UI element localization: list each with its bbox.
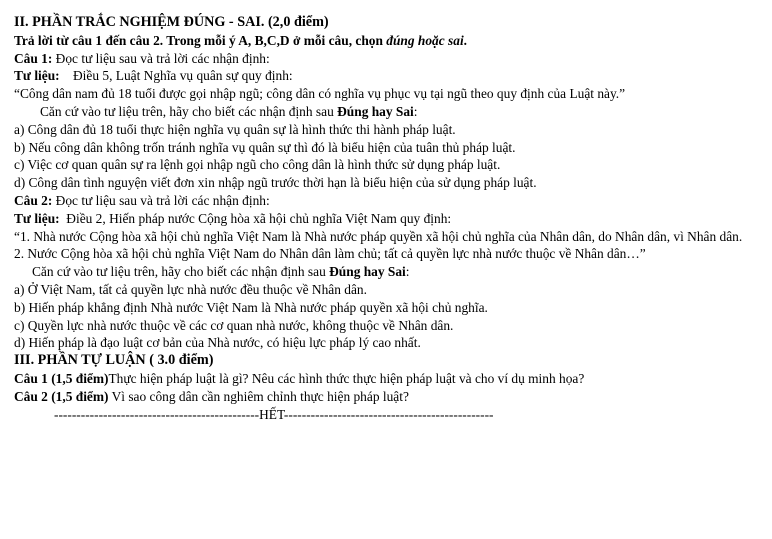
q2-prompt-suffix: : [405,264,410,280]
essay-q2-text: Vì sao công dân cần nghiêm chỉnh thực hiện pháp luật? [108,388,409,404]
q2-text: Đọc tư liệu sau và trả lời các nhận định: [52,192,270,208]
instruction-suffix: . [463,32,468,48]
essay-q1-label: Câu 1 (1,5 điểm) [14,370,109,386]
q2-statement-d: d) Hiến pháp là đạo luật cơ bản của Nhà nước, có hiệu lực pháp lý cao nhất. [14,335,421,351]
q1-prompt [14,103,756,121]
q2-prompt-bold: Đúng hay Sai [329,264,406,280]
q1-statement-b: b) Nếu công dân không trốn tránh nghĩa vụ quân sự thì đó là biểu hiện của tuân thủ pháp luật. [14,139,516,155]
q1-source [14,67,756,85]
instruction-emphasis: đúng hoặc sai [386,32,464,48]
q1-statement-c: c) Việc cơ quan quân sự ra lệnh gọi nhập ngũ cho công dân là hình thức sử dụng pháp luật. [14,157,501,173]
q1-statement-a: a) Công dân đủ 18 tuổi thực hiện nghĩa vụ quân sự là hình thức thi hành pháp luật. [14,121,456,137]
essay-question-1 [14,370,756,388]
q1-label: Câu 1: [14,50,53,66]
q2-prompt [14,263,756,281]
q2-source [14,210,756,228]
q2-prompt-prefix: Căn cứ vào tư liệu trên, hãy cho biết các nhận định sau [32,264,330,280]
q2-source-text: Điều 2, Hiến pháp nước Cộng hòa xã hội chủ nghĩa Việt Nam quy định: [59,210,452,226]
q1-prompt-bold: Đúng hay Sai [337,103,414,119]
q2-statement-c: c) Quyền lực nhà nước thuộc về các cơ quan nhà nước, không thuộc về Nhân dân. [14,317,454,333]
essay-q1-text: Thực hiện pháp luật là gì? Nêu các hình thức thực hiện pháp luật và cho ví dụ minh họa? [108,370,585,386]
section-2-title: II. PHẦN TRẮC NGHIỆM ĐÚNG - SAI. (2,0 điểm) [14,14,329,30]
section-2-instruction [14,32,756,50]
q1-statement-d: d) Công dân tình nguyện viết đơn xin nhập ngũ trước thời hạn là biểu hiện của sử dụng pháp luật. [14,175,537,191]
q1-prompt-prefix: Căn cứ vào tư liệu trên, hãy cho biết các nhận định sau [40,103,338,119]
q1-heading [14,50,756,68]
q1-source-text: Điều 5, Luật Nghĩa vụ quân sự quy định: [59,68,293,84]
q1-source-label: Tư liệu: [14,68,60,84]
q2-source-label: Tư liệu: [14,210,60,226]
q2-heading [14,192,756,210]
end-mark: ----------------------------------------------HẾT----------------------------------------------- [54,406,494,422]
q2-quote-2: 2. Nước Cộng hòa xã hội chủ nghĩa Việt Nam do Nhân dân làm chủ; tất cả quyền lực nhà nước thuộc về Nhân dân…” [14,246,646,262]
q1-prompt-suffix: : [413,103,418,119]
q2-quote-1: “1. Nhà nước Cộng hòa xã hội chủ nghĩa Việt Nam là Nhà nước pháp quyền xã hội chủ nghĩa của Nhân dân, do Nhân dân, vì Nhân dân. [14,228,743,244]
essay-q2-label: Câu 2 (1,5 điểm) [14,388,109,404]
q1-quote: “Công dân nam đủ 18 tuổi được gọi nhập ngũ; công dân có nghĩa vụ phục vụ tại ngũ theo quy định của Luật này.” [14,86,626,102]
q2-label: Câu 2: [14,192,53,208]
q2-statement-a: a) Ở Việt Nam, tất cả quyền lực nhà nước đều thuộc về Nhân dân. [14,281,367,297]
essay-question-2 [14,388,756,406]
instruction-prefix: Trả lời từ câu 1 đến câu 2. Trong mỗi ý A, B,C,D ở mỗi câu, chọn [14,32,387,48]
q2-statement-b: b) Hiến pháp khẳng định Nhà nước Việt Nam là Nhà nước pháp quyền xã hội chủ nghĩa. [14,299,488,315]
section-3-title: III. PHẦN TỰ LUẬN ( 3.0 điểm) [14,352,214,369]
q1-text: Đọc tư liệu sau và trả lời các nhận định: [52,50,270,66]
